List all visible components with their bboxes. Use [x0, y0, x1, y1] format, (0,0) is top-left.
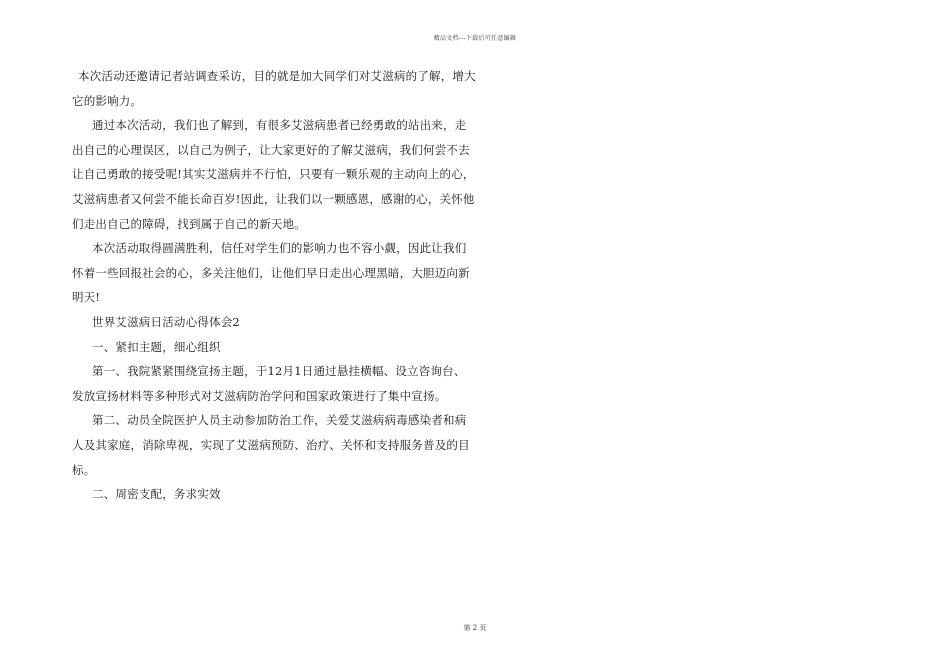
paragraph-line: 第二、动员全院医护人员主动参加防治工作，关爱艾滋病病毒感染者和病	[92, 413, 467, 428]
section-heading: 一、紧扣主题，细心组织	[92, 339, 221, 354]
paragraph-line: 本次活动取得圆满胜利，信任对学生们的影响力也不容小觑，因此让我们	[92, 241, 467, 256]
paragraph-line: 第一、我院紧紧围绕宣扬主题，于12月1日通过悬挂横幅、设立咨询台、	[92, 364, 466, 379]
paragraph-line: 标。	[72, 462, 96, 477]
paragraph-line: 通过本次活动，我们也了解到，有很多艾滋病患者已经勇敢的站出来，走	[92, 118, 467, 133]
document-body	[72, 64, 476, 507]
section-title: 世界艾滋病日活动心得体会2	[92, 314, 240, 329]
section-heading: 二、周密支配，务求实效	[92, 487, 221, 502]
page-header: 精品文档---下载后可任意编辑	[433, 35, 517, 42]
paragraph-line: 发放宣扬材料等多种形式对艾滋病防治学问和国家政策进行了集中宣扬。	[72, 388, 447, 403]
paragraph-line: 让自己勇敢的接受呢!其实艾滋病并不行怕，只要有一颗乐观的主动向上的心，	[72, 167, 475, 182]
paragraph-line: 人及其家庭，消除卑视，实现了艾滋病预防、治疗、关怀和支持服务普及的目	[72, 437, 470, 452]
page-number: 第 2 页	[463, 624, 487, 632]
paragraph-line: 出自己的心理误区，以自己为例子，让大家更好的了解艾滋病，我们何尝不去	[72, 142, 470, 157]
paragraph-line: 本次活动还邀请记者站调查采访，目的就是加大同学们对艾滋病的了解，增大	[78, 69, 476, 83]
paragraph-line: 艾滋病患者又何尝不能长命百岁!因此，让我们以一颗感恩，感谢的心，关怀他	[72, 191, 475, 206]
paragraph-line: 它的影响力。	[72, 93, 143, 108]
paragraph-line: 明天!	[72, 290, 101, 305]
paragraph-line: 们走出自己的障碍，找到属于自己的新天地。	[72, 216, 306, 231]
paragraph-line: 怀着一些回报社会的心，多关注他们，让他们早日走出心理黑暗，大胆迈向新	[72, 265, 470, 280]
